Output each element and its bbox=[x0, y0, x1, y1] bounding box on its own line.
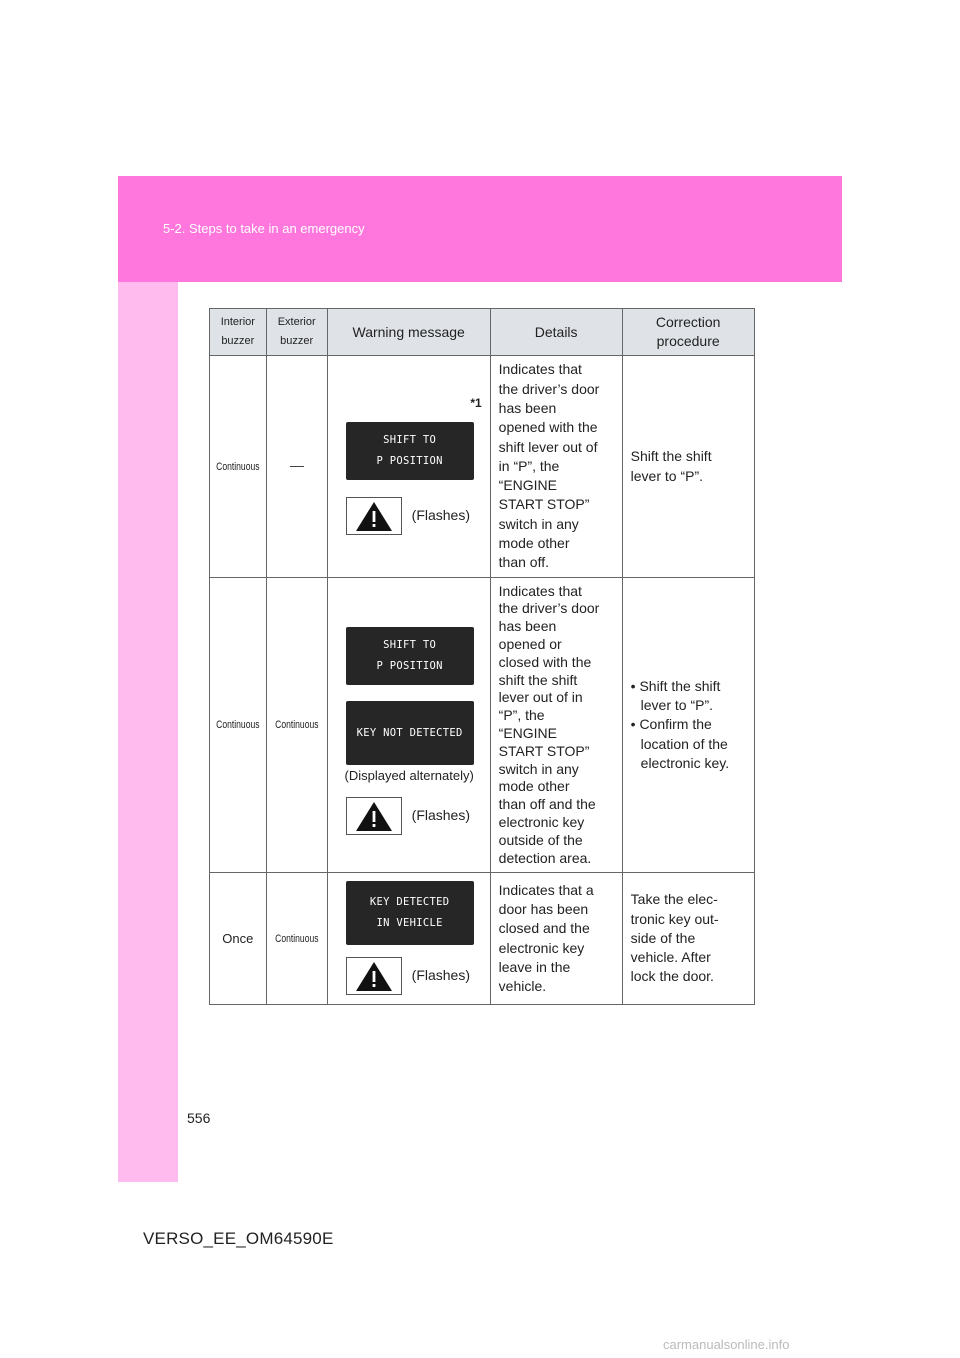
details-line: START STOP” bbox=[498, 496, 590, 513]
details-line: door has been bbox=[498, 900, 589, 917]
details-line: the driver’s door bbox=[498, 600, 600, 617]
correction-bullet bbox=[631, 677, 746, 716]
details-line: “ENGINE bbox=[498, 725, 557, 741]
header-correction-l2: procedure bbox=[656, 333, 720, 349]
row3-exterior bbox=[266, 873, 327, 1005]
warning-table bbox=[209, 308, 755, 1005]
page-number: 556 bbox=[187, 1110, 211, 1126]
details-line: opened or bbox=[498, 636, 562, 653]
display-line: IN VEHICLE bbox=[376, 917, 443, 929]
details-line: electronic key bbox=[498, 939, 585, 956]
header-details: Details bbox=[490, 309, 622, 356]
details-line: Indicates that bbox=[498, 361, 582, 378]
display-key-detected bbox=[346, 881, 474, 945]
table-row bbox=[210, 578, 755, 873]
details-line: mode other bbox=[498, 535, 570, 552]
correction-line: lever to “P”. bbox=[630, 467, 704, 484]
row2-warning-message bbox=[327, 578, 490, 873]
details-line: mode other bbox=[498, 778, 570, 795]
display-line: SHIFT TO bbox=[383, 434, 437, 446]
correction-line: Take the elec- bbox=[630, 891, 718, 908]
row2-correction-text bbox=[623, 677, 754, 773]
row2-interior-text: Continuous bbox=[216, 719, 260, 731]
row2-exterior bbox=[266, 578, 327, 873]
row2-correction bbox=[622, 578, 754, 873]
table-row bbox=[210, 873, 755, 1005]
details-line: closed with the bbox=[498, 653, 592, 670]
section-title: 5-2. Steps to take in an emergency bbox=[163, 221, 365, 236]
display-line: SHIFT TO bbox=[383, 639, 437, 651]
header-interior-buzzer bbox=[210, 309, 267, 356]
warning-triangle-icon bbox=[346, 497, 402, 535]
correction-line: side of the bbox=[630, 929, 696, 946]
header-interior-l1: Interior bbox=[220, 316, 255, 328]
details-line: the driver’s door bbox=[498, 380, 600, 397]
details-line: outside of the bbox=[498, 831, 583, 848]
flashes-label: (Flashes) bbox=[411, 507, 471, 523]
details-line: “ENGINE bbox=[498, 477, 557, 494]
row3-interior: Once bbox=[210, 873, 267, 1005]
table-row bbox=[210, 356, 755, 578]
row1-exterior bbox=[266, 356, 327, 578]
details-line: Indicates that a bbox=[498, 881, 594, 898]
details-line: “P”, the bbox=[498, 707, 545, 724]
document-code: VERSO_EE_OM64590E bbox=[143, 1229, 334, 1248]
display-line: P POSITION bbox=[376, 455, 443, 467]
details-line: shift the shift bbox=[498, 671, 578, 688]
row1-interior-text: Continuous bbox=[216, 460, 260, 473]
details-line: lever out of in bbox=[498, 689, 583, 706]
row2-interior bbox=[210, 578, 267, 873]
row3-correction-text bbox=[623, 890, 754, 986]
correction-bullet bbox=[631, 715, 746, 773]
correction-line: location of the bbox=[640, 735, 728, 752]
details-line: in “P”, the bbox=[498, 457, 560, 474]
watermark: carmanualsonline.info bbox=[663, 1337, 790, 1352]
row1-warning-message bbox=[327, 356, 490, 578]
side-band bbox=[118, 282, 178, 1182]
details-line: vehicle. bbox=[498, 978, 547, 995]
details-line: than off. bbox=[498, 554, 549, 571]
row1-details bbox=[490, 356, 622, 578]
row3-correction bbox=[622, 873, 754, 1005]
details-line: electronic key bbox=[498, 813, 585, 830]
details-line: leave in the bbox=[498, 958, 571, 975]
flashes-label: (Flashes) bbox=[411, 807, 471, 823]
row1-correction bbox=[622, 356, 754, 578]
row1-correction-text bbox=[623, 447, 754, 486]
row2-exterior-text: Continuous bbox=[274, 719, 319, 731]
display-shift-to-p bbox=[346, 422, 474, 480]
correction-line: tronic key out- bbox=[630, 910, 719, 927]
table-header-row bbox=[210, 309, 755, 356]
correction-line: Shift the shift bbox=[630, 448, 712, 465]
details-line: switch in any bbox=[498, 760, 579, 777]
row3-details-text bbox=[491, 881, 622, 997]
details-line: closed and the bbox=[498, 920, 590, 937]
details-line: opened with the bbox=[498, 419, 598, 436]
details-line: has been bbox=[498, 618, 557, 635]
correction-line: lever to “P”. bbox=[640, 697, 714, 714]
display-shift-to-p bbox=[346, 627, 474, 685]
details-line: switch in any bbox=[498, 515, 579, 532]
footnote-mark: *1 bbox=[470, 396, 482, 410]
correction-line: • Shift the shift bbox=[630, 677, 721, 694]
header-exterior-buzzer bbox=[266, 309, 327, 356]
correction-line: lock the door. bbox=[630, 968, 714, 985]
header-interior-l2: buzzer bbox=[221, 335, 255, 347]
row3-warning-message bbox=[327, 873, 490, 1005]
correction-line: vehicle. After bbox=[630, 949, 711, 966]
correction-line: • Confirm the bbox=[630, 716, 712, 733]
details-line: START STOP” bbox=[498, 742, 590, 759]
flashes-label: (Flashes) bbox=[411, 967, 471, 983]
display-key-not-detected bbox=[346, 701, 474, 765]
header-correction-l1: Correction bbox=[655, 314, 721, 330]
row3-exterior-text: Continuous bbox=[274, 932, 319, 945]
header-warning-message: Warning message bbox=[327, 309, 490, 356]
header-exterior-l1: Exterior bbox=[277, 316, 316, 328]
display-line: KEY DETECTED bbox=[369, 896, 450, 908]
details-line: detection area. bbox=[498, 849, 592, 866]
display-line: KEY NOT DETECTED bbox=[356, 727, 463, 739]
details-line: shift lever out of bbox=[498, 438, 598, 455]
row2-details bbox=[490, 578, 622, 873]
details-line: has been bbox=[498, 399, 557, 416]
correction-line: electronic key. bbox=[640, 754, 730, 771]
header-exterior-l2: buzzer bbox=[280, 335, 314, 347]
displayed-alternately-label: (Displayed alternately) bbox=[344, 768, 474, 783]
row1-exterior-dash bbox=[290, 466, 304, 467]
warning-triangle-icon bbox=[346, 797, 402, 835]
details-line: than off and the bbox=[498, 796, 596, 813]
display-line: P POSITION bbox=[376, 660, 443, 672]
row2-details-text bbox=[491, 583, 622, 868]
warning-triangle-icon bbox=[346, 957, 402, 995]
row1-details-text bbox=[491, 360, 622, 572]
details-line: Indicates that bbox=[498, 582, 582, 599]
row3-details bbox=[490, 873, 622, 1005]
header-correction bbox=[622, 309, 754, 356]
row1-interior bbox=[210, 356, 267, 578]
